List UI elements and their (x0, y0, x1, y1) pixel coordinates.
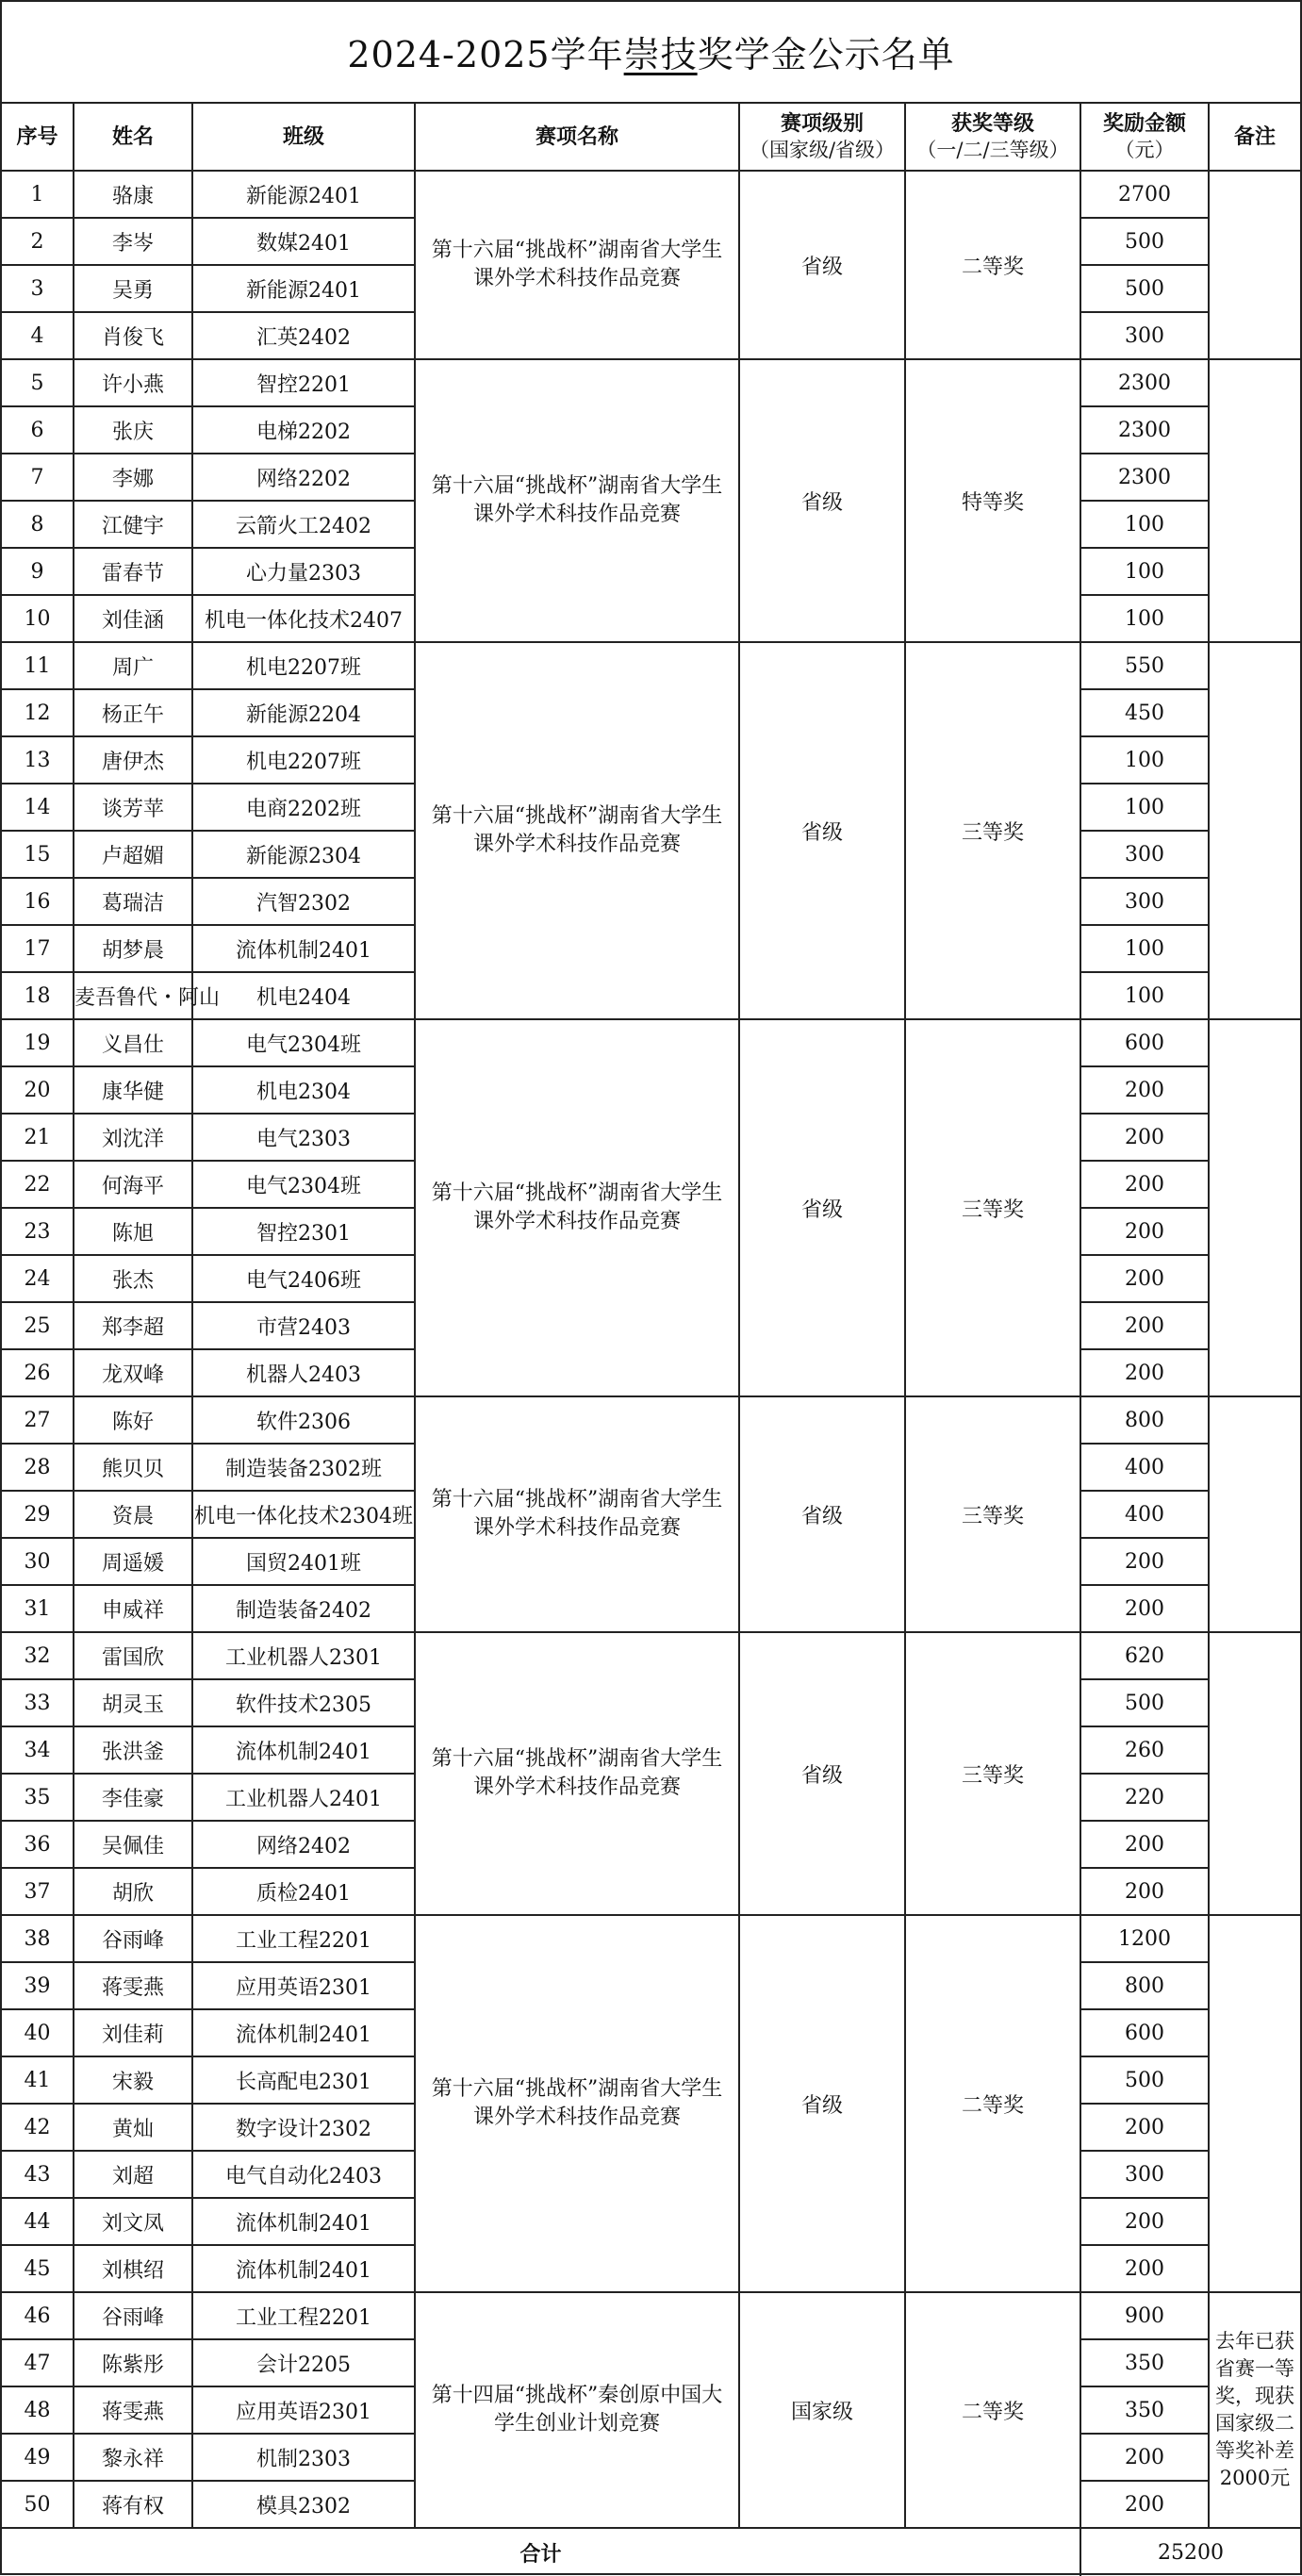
student-name: 郑李超 (74, 1302, 192, 1349)
student-name: 申威祥 (74, 1585, 192, 1632)
student-class: 云箭火工2402 (192, 501, 415, 548)
student-class: 流体机制2401 (192, 2245, 415, 2292)
row-index: 37 (2, 1868, 74, 1915)
award-amount: 2700 (1080, 171, 1209, 218)
student-class: 机电2304 (192, 1066, 415, 1114)
student-class: 智控2301 (192, 1208, 415, 1255)
row-index: 11 (2, 642, 74, 689)
student-class: 模具2302 (192, 2481, 415, 2528)
student-class: 机电2207班 (192, 642, 415, 689)
row-index: 46 (2, 2292, 74, 2339)
total-label: 合计 (2, 2528, 1080, 2576)
row-index: 7 (2, 454, 74, 501)
award-grade: 二等奖 (905, 2292, 1080, 2528)
award-amount: 600 (1080, 2009, 1209, 2056)
award-grade: 三等奖 (905, 1632, 1080, 1915)
student-class: 流体机制2401 (192, 2009, 415, 2056)
student-name: 雷国欣 (74, 1632, 192, 1679)
student-class: 长高配电2301 (192, 2056, 415, 2104)
competition-name: 第十六届“挑战杯”湖南省大学生课外学术科技作品竞赛 (415, 1019, 739, 1396)
student-name: 康华健 (74, 1066, 192, 1114)
row-index: 45 (2, 2245, 74, 2292)
student-name: 刘佳莉 (74, 2009, 192, 2056)
award-amount: 100 (1080, 972, 1209, 1019)
student-class: 电气自动化2403 (192, 2151, 415, 2198)
student-class: 新能源2304 (192, 831, 415, 878)
student-class: 应用英语2301 (192, 2386, 415, 2434)
award-amount: 200 (1080, 1208, 1209, 1255)
row-index: 6 (2, 406, 74, 454)
competition-level: 省级 (739, 171, 905, 359)
award-grade: 三等奖 (905, 1396, 1080, 1632)
row-index: 35 (2, 1774, 74, 1821)
header-amount (1080, 104, 1209, 171)
award-amount: 100 (1080, 925, 1209, 972)
student-class: 软件2306 (192, 1396, 415, 1444)
competition-name: 第十六届“挑战杯”湖南省大学生课外学术科技作品竞赛 (415, 1396, 739, 1632)
student-name: 周广 (74, 642, 192, 689)
award-amount: 100 (1080, 548, 1209, 595)
student-name: 刘沈洋 (74, 1114, 192, 1161)
award-amount: 200 (1080, 1161, 1209, 1208)
row-index: 41 (2, 2056, 74, 2104)
row-index: 29 (2, 1491, 74, 1538)
student-name: 周遥媛 (74, 1538, 192, 1585)
header-amount-title: 奖励金额 (1102, 111, 1186, 136)
student-class: 机制2303 (192, 2434, 415, 2481)
row-index: 5 (2, 359, 74, 406)
student-name: 陈紫彤 (74, 2339, 192, 2386)
award-amount: 300 (1080, 312, 1209, 359)
title-suffix: 奖学金公示名单 (697, 34, 955, 75)
header-index: 序号 (2, 104, 74, 171)
award-amount: 100 (1080, 595, 1209, 642)
award-grade: 二等奖 (905, 1915, 1080, 2292)
student-name: 张杰 (74, 1255, 192, 1302)
row-index: 31 (2, 1585, 74, 1632)
title-underlined-word: 崇技 (623, 34, 698, 75)
row-index: 1 (2, 171, 74, 218)
row-index: 3 (2, 265, 74, 312)
header-competition: 赛项名称 (415, 104, 739, 171)
competition-name: 第十六届“挑战杯”湖南省大学生课外学术科技作品竞赛 (415, 359, 739, 642)
award-amount: 220 (1080, 1774, 1209, 1821)
award-amount: 200 (1080, 1868, 1209, 1915)
note-cell (1209, 1019, 1300, 1396)
table-row (2, 2292, 1300, 2339)
student-name: 谈芳苹 (74, 784, 192, 831)
student-class: 会计2205 (192, 2339, 415, 2386)
student-class: 新能源2401 (192, 171, 415, 218)
header-amount-sub: （元） (1114, 139, 1175, 161)
header-level-sub: （国家级/省级） (749, 139, 896, 161)
row-index: 24 (2, 1255, 74, 1302)
row-index: 16 (2, 878, 74, 925)
student-class: 汽智2302 (192, 878, 415, 925)
competition-level: 省级 (739, 1396, 905, 1632)
student-class: 软件技术2305 (192, 1679, 415, 1726)
award-amount: 550 (1080, 642, 1209, 689)
row-index: 14 (2, 784, 74, 831)
row-index: 23 (2, 1208, 74, 1255)
award-amount: 200 (1080, 1821, 1209, 1868)
row-index: 32 (2, 1632, 74, 1679)
student-class: 电气2304班 (192, 1161, 415, 1208)
header-level (739, 104, 905, 171)
row-index: 48 (2, 2386, 74, 2434)
row-index: 34 (2, 1726, 74, 1774)
student-name: 黎永祥 (74, 2434, 192, 2481)
row-index: 15 (2, 831, 74, 878)
row-index: 27 (2, 1396, 74, 1444)
note-cell (1209, 171, 1300, 359)
header-name: 姓名 (74, 104, 192, 171)
award-amount: 500 (1080, 1679, 1209, 1726)
student-class: 新能源2204 (192, 689, 415, 736)
student-name: 张洪釜 (74, 1726, 192, 1774)
student-name: 张庆 (74, 406, 192, 454)
row-index: 9 (2, 548, 74, 595)
row-index: 18 (2, 972, 74, 1019)
student-class: 心力量2303 (192, 548, 415, 595)
student-name: 刘佳涵 (74, 595, 192, 642)
student-name: 雷春节 (74, 548, 192, 595)
student-class: 汇英2402 (192, 312, 415, 359)
award-amount: 200 (1080, 2481, 1209, 2528)
student-class: 机电2207班 (192, 736, 415, 784)
scholarship-table (2, 104, 1300, 2576)
student-name: 葛瑞洁 (74, 878, 192, 925)
table-row (2, 1915, 1300, 1962)
row-index: 50 (2, 2481, 74, 2528)
student-class: 国贸2401班 (192, 1538, 415, 1585)
student-class: 应用英语2301 (192, 1962, 415, 2009)
student-name: 刘文凤 (74, 2198, 192, 2245)
student-name: 李娜 (74, 454, 192, 501)
student-name: 李岑 (74, 218, 192, 265)
competition-name: 第十四届“挑战杯”秦创原中国大学生创业计划竞赛 (415, 2292, 739, 2528)
award-amount: 100 (1080, 736, 1209, 784)
student-name: 刘超 (74, 2151, 192, 2198)
award-amount: 500 (1080, 265, 1209, 312)
student-class: 制造装备2302班 (192, 1444, 415, 1491)
student-class: 新能源2401 (192, 265, 415, 312)
award-amount: 200 (1080, 2245, 1209, 2292)
table-row (2, 171, 1300, 218)
competition-level: 省级 (739, 359, 905, 642)
award-amount: 300 (1080, 878, 1209, 925)
note-cell (1209, 642, 1300, 1019)
student-class: 工业机器人2401 (192, 1774, 415, 1821)
student-class: 机电一体化技术2304班 (192, 1491, 415, 1538)
header-row (2, 104, 1300, 171)
row-index: 26 (2, 1349, 74, 1396)
student-name: 谷雨峰 (74, 1915, 192, 1962)
student-class: 机电一体化技术2407 (192, 595, 415, 642)
competition-name: 第十六届“挑战杯”湖南省大学生课外学术科技作品竞赛 (415, 1632, 739, 1915)
award-amount: 200 (1080, 1585, 1209, 1632)
award-amount: 2300 (1080, 406, 1209, 454)
student-name: 何海平 (74, 1161, 192, 1208)
row-index: 19 (2, 1019, 74, 1066)
header-grade (905, 104, 1080, 171)
student-class: 电气2303 (192, 1114, 415, 1161)
row-index: 44 (2, 2198, 74, 2245)
student-class: 智控2201 (192, 359, 415, 406)
student-name: 黄灿 (74, 2104, 192, 2151)
student-class: 流体机制2401 (192, 925, 415, 972)
header-grade-title: 获奖等级 (950, 111, 1034, 136)
student-name: 蒋雯燕 (74, 1962, 192, 2009)
competition-level: 国家级 (739, 2292, 905, 2528)
table-row (2, 642, 1300, 689)
row-index: 21 (2, 1114, 74, 1161)
student-name: 资晨 (74, 1491, 192, 1538)
table-row (2, 359, 1300, 406)
row-index: 33 (2, 1679, 74, 1726)
table-row (2, 1019, 1300, 1066)
student-name: 麦吾鲁代・阿山 (74, 972, 192, 1019)
award-amount: 300 (1080, 2151, 1209, 2198)
row-index: 39 (2, 1962, 74, 2009)
award-amount: 200 (1080, 2198, 1209, 2245)
student-name: 蒋有权 (74, 2481, 192, 2528)
row-index: 40 (2, 2009, 74, 2056)
row-index: 20 (2, 1066, 74, 1114)
student-name: 宋毅 (74, 2056, 192, 2104)
student-name: 许小燕 (74, 359, 192, 406)
row-index: 17 (2, 925, 74, 972)
award-amount: 450 (1080, 689, 1209, 736)
row-index: 10 (2, 595, 74, 642)
table-body (2, 171, 1300, 2528)
row-index: 49 (2, 2434, 74, 2481)
award-amount: 300 (1080, 831, 1209, 878)
student-class: 电商2202班 (192, 784, 415, 831)
award-amount: 400 (1080, 1444, 1209, 1491)
student-name: 龙双峰 (74, 1349, 192, 1396)
student-class: 电梯2202 (192, 406, 415, 454)
row-index: 43 (2, 2151, 74, 2198)
student-class: 工业工程2201 (192, 1915, 415, 1962)
row-index: 12 (2, 689, 74, 736)
award-amount: 800 (1080, 1396, 1209, 1444)
row-index: 2 (2, 218, 74, 265)
student-name: 吴佩佳 (74, 1821, 192, 1868)
student-name: 吴勇 (74, 265, 192, 312)
award-amount: 200 (1080, 1255, 1209, 1302)
header-grade-sub: （一/二/三等级） (916, 139, 1069, 161)
award-amount: 260 (1080, 1726, 1209, 1774)
student-name: 卢超媚 (74, 831, 192, 878)
student-class: 市营2403 (192, 1302, 415, 1349)
row-index: 8 (2, 501, 74, 548)
row-index: 30 (2, 1538, 74, 1585)
award-amount: 900 (1080, 2292, 1209, 2339)
award-amount: 350 (1080, 2339, 1209, 2386)
student-class: 工业工程2201 (192, 2292, 415, 2339)
award-amount: 200 (1080, 2434, 1209, 2481)
competition-name: 第十六届“挑战杯”湖南省大学生课外学术科技作品竞赛 (415, 642, 739, 1019)
student-class: 电气2406班 (192, 1255, 415, 1302)
student-name: 肖俊飞 (74, 312, 192, 359)
row-index: 38 (2, 1915, 74, 1962)
student-class: 数媒2401 (192, 218, 415, 265)
student-class: 机器人2403 (192, 1349, 415, 1396)
student-name: 杨正午 (74, 689, 192, 736)
student-name: 义昌仕 (74, 1019, 192, 1066)
student-class: 机电2404 (192, 972, 415, 1019)
competition-name: 第十六届“挑战杯”湖南省大学生课外学术科技作品竞赛 (415, 1915, 739, 2292)
student-class: 工业机器人2301 (192, 1632, 415, 1679)
student-name: 谷雨峰 (74, 2292, 192, 2339)
student-class: 流体机制2401 (192, 1726, 415, 1774)
student-class: 流体机制2401 (192, 2198, 415, 2245)
award-amount: 200 (1080, 2104, 1209, 2151)
row-index: 42 (2, 2104, 74, 2151)
total-row (2, 2528, 1300, 2576)
row-index: 47 (2, 2339, 74, 2386)
student-class: 数字设计2302 (192, 2104, 415, 2151)
title-prefix: 2024-2025学年 (347, 34, 624, 75)
note-cell (1209, 359, 1300, 642)
row-index: 25 (2, 1302, 74, 1349)
award-grade: 特等奖 (905, 359, 1080, 642)
award-amount: 350 (1080, 2386, 1209, 2434)
competition-level: 省级 (739, 642, 905, 1019)
row-index: 28 (2, 1444, 74, 1491)
award-grade: 三等奖 (905, 1019, 1080, 1396)
student-name: 熊贝贝 (74, 1444, 192, 1491)
award-amount: 200 (1080, 1114, 1209, 1161)
competition-level: 省级 (739, 1632, 905, 1915)
student-name: 刘棋绍 (74, 2245, 192, 2292)
award-amount: 400 (1080, 1491, 1209, 1538)
student-name: 唐伊杰 (74, 736, 192, 784)
header-note: 备注 (1209, 104, 1300, 171)
page-title (2, 2, 1300, 104)
student-name: 骆康 (74, 171, 192, 218)
award-amount: 200 (1080, 1349, 1209, 1396)
row-index: 36 (2, 1821, 74, 1868)
student-class: 网络2202 (192, 454, 415, 501)
award-amount: 1200 (1080, 1915, 1209, 1962)
student-name: 胡梦晨 (74, 925, 192, 972)
header-class: 班级 (192, 104, 415, 171)
student-name: 江健宇 (74, 501, 192, 548)
award-amount: 200 (1080, 1302, 1209, 1349)
award-grade: 三等奖 (905, 642, 1080, 1019)
award-amount: 620 (1080, 1632, 1209, 1679)
note-cell (1209, 1396, 1300, 1632)
student-name: 陈旭 (74, 1208, 192, 1255)
award-amount: 100 (1080, 784, 1209, 831)
award-amount: 2300 (1080, 359, 1209, 406)
competition-name: 第十六届“挑战杯”湖南省大学生课外学术科技作品竞赛 (415, 171, 739, 359)
student-class: 质检2401 (192, 1868, 415, 1915)
award-amount: 2300 (1080, 454, 1209, 501)
student-name: 胡灵玉 (74, 1679, 192, 1726)
student-class: 网络2402 (192, 1821, 415, 1868)
competition-level: 省级 (739, 1915, 905, 2292)
student-name: 陈好 (74, 1396, 192, 1444)
award-amount: 600 (1080, 1019, 1209, 1066)
award-amount: 100 (1080, 501, 1209, 548)
row-index: 22 (2, 1161, 74, 1208)
competition-level: 省级 (739, 1019, 905, 1396)
header-level-title: 赛项级别 (780, 111, 864, 136)
student-class: 电气2304班 (192, 1019, 415, 1066)
table-row (2, 1396, 1300, 1444)
row-index: 4 (2, 312, 74, 359)
award-amount: 200 (1080, 1066, 1209, 1114)
award-amount: 500 (1080, 2056, 1209, 2104)
note-cell: 去年已获省赛一等奖，现获国家级二等奖补差2000元 (1209, 2292, 1300, 2528)
student-name: 蒋雯燕 (74, 2386, 192, 2434)
award-amount: 200 (1080, 1538, 1209, 1585)
award-grade: 二等奖 (905, 171, 1080, 359)
note-cell (1209, 1632, 1300, 1915)
note-cell (1209, 1915, 1300, 2292)
total-amount: 25200 (1080, 2528, 1300, 2576)
student-name: 李佳豪 (74, 1774, 192, 1821)
award-amount: 500 (1080, 218, 1209, 265)
table-row (2, 1632, 1300, 1679)
award-amount: 800 (1080, 1962, 1209, 2009)
student-name: 胡欣 (74, 1868, 192, 1915)
row-index: 13 (2, 736, 74, 784)
student-class: 制造装备2402 (192, 1585, 415, 1632)
